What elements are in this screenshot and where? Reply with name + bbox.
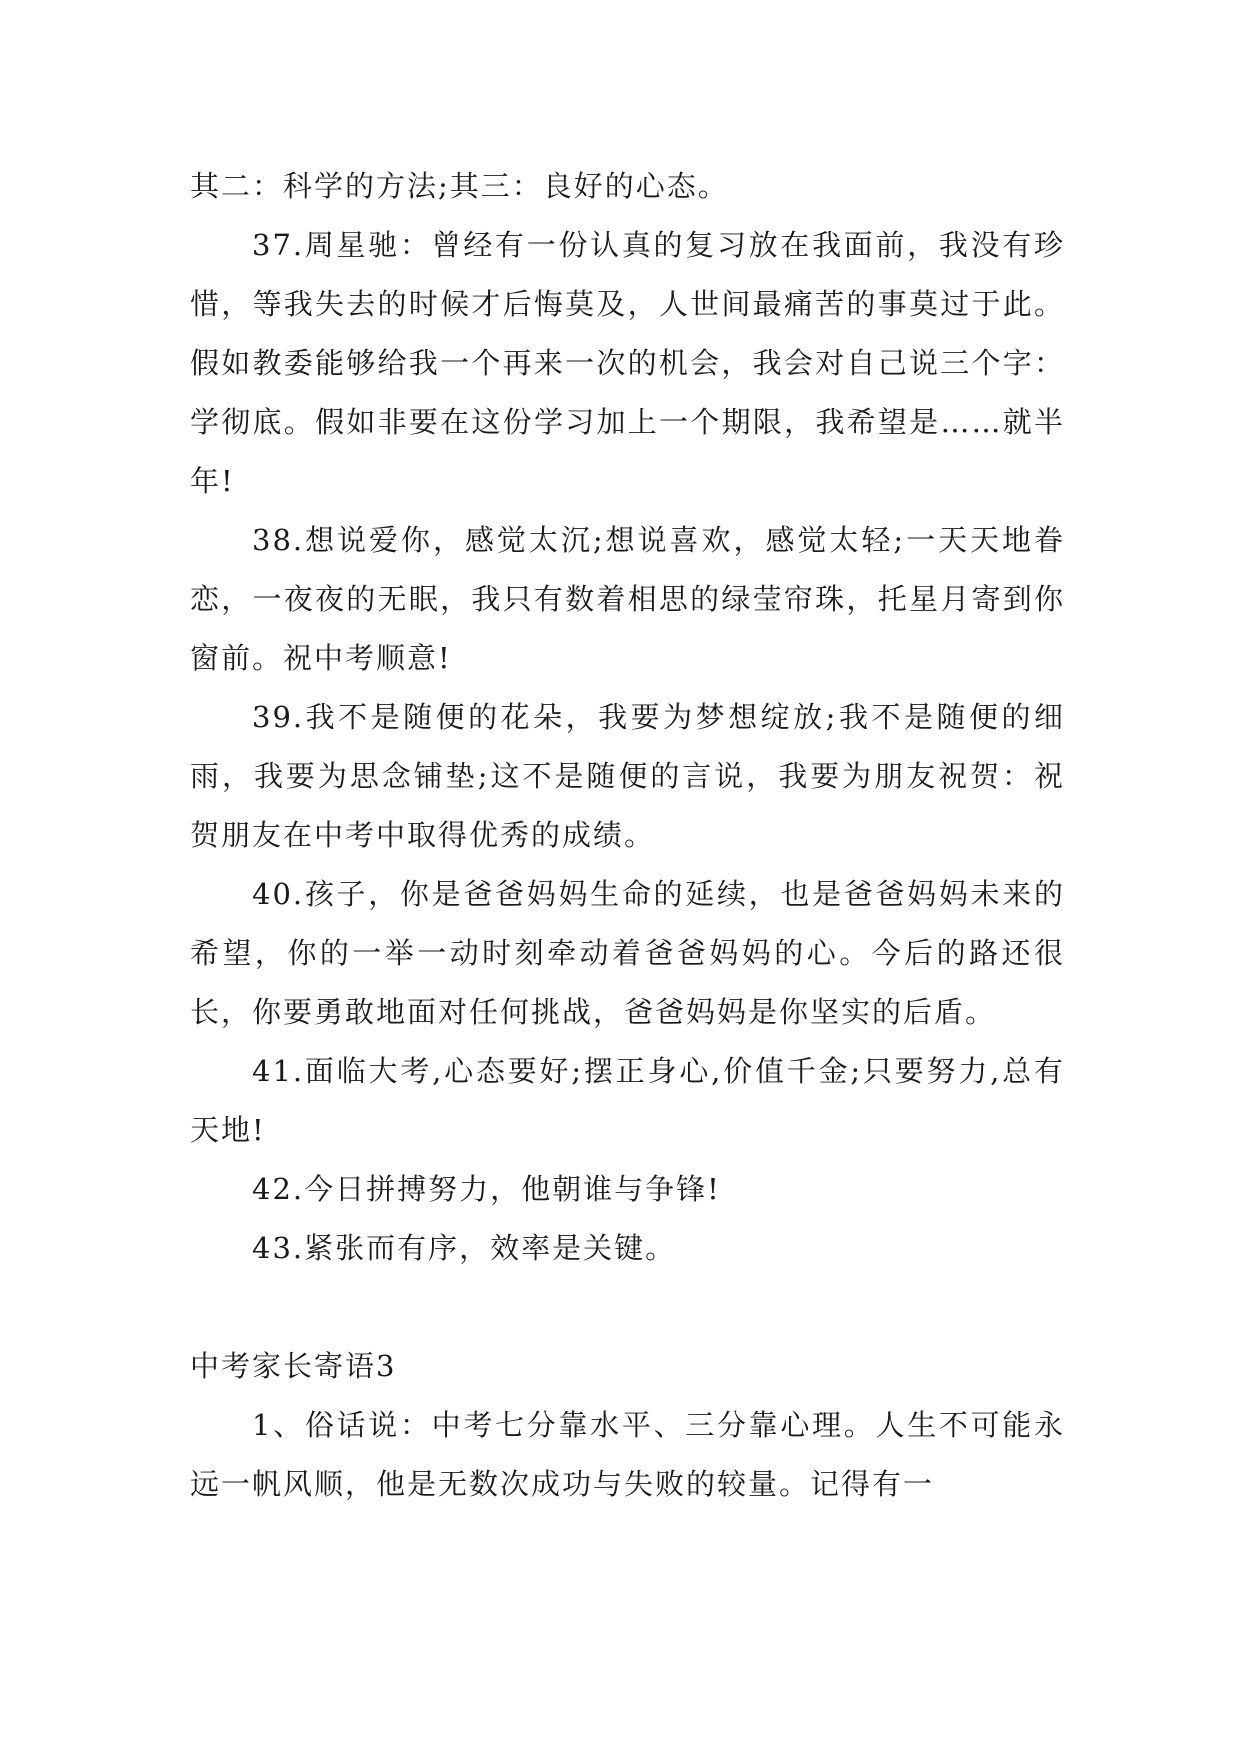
paragraph-continuation: 其二：科学的方法;其三：良好的心态。: [190, 169, 729, 203]
paragraph-item-41: 41.面临大考,心态要好;摆正身心,价值千金;只要努力,总有天地!: [190, 1054, 1065, 1147]
paragraph-item-42: 42.今日拼搏努力，他朝谁与争锋!: [252, 1172, 721, 1206]
paragraph-item-43: 43.紧张而有序，效率是关键。: [252, 1231, 677, 1265]
document-body: [190, 157, 1065, 1514]
section-heading: 中考家长寄语3: [190, 1349, 397, 1383]
section-spacer: [190, 1278, 1065, 1337]
paragraph-item-37: 37.周星驰：曾经有一份认真的复习放在我面前，我没有珍惜，等我失去的时候才后悔莫及，人世间最痛苦的事莫过于此。假如教委能够给我一个再来一次的机会，我会对自己说三个字：学彻底。假如非要在这份学习加上一个期限，我希望是……就半年!: [190, 228, 1065, 498]
paragraph-item-40: 40.孩子，你是爸爸妈妈生命的延续，也是爸爸妈妈未来的希望，你的一举一动时刻牵动着爸爸妈妈的心。今后的路还很长，你要勇敢地面对任何挑战，爸爸妈妈是你坚实的后盾。: [190, 877, 1065, 1029]
paragraph-item-39: 39.我不是随便的花朵，我要为梦想绽放;我不是随便的细雨，我要为思念铺垫;这不是随便的言说，我要为朋友祝贺：祝贺朋友在中考中取得优秀的成绩。: [190, 700, 1065, 852]
paragraph-item-1: 1、俗话说：中考七分靠水平、三分靠心理。人生不可能永远一帆风顺，他是无数次成功与失败的较量。记得有一: [190, 1408, 1065, 1501]
paragraph-item-38: 38.想说爱你，感觉太沉;想说喜欢，感觉太轻;一天天地眷恋，一夜夜的无眠，我只有数着相思的绿莹帘珠，托星月寄到你窗前。祝中考顺意!: [190, 523, 1065, 675]
